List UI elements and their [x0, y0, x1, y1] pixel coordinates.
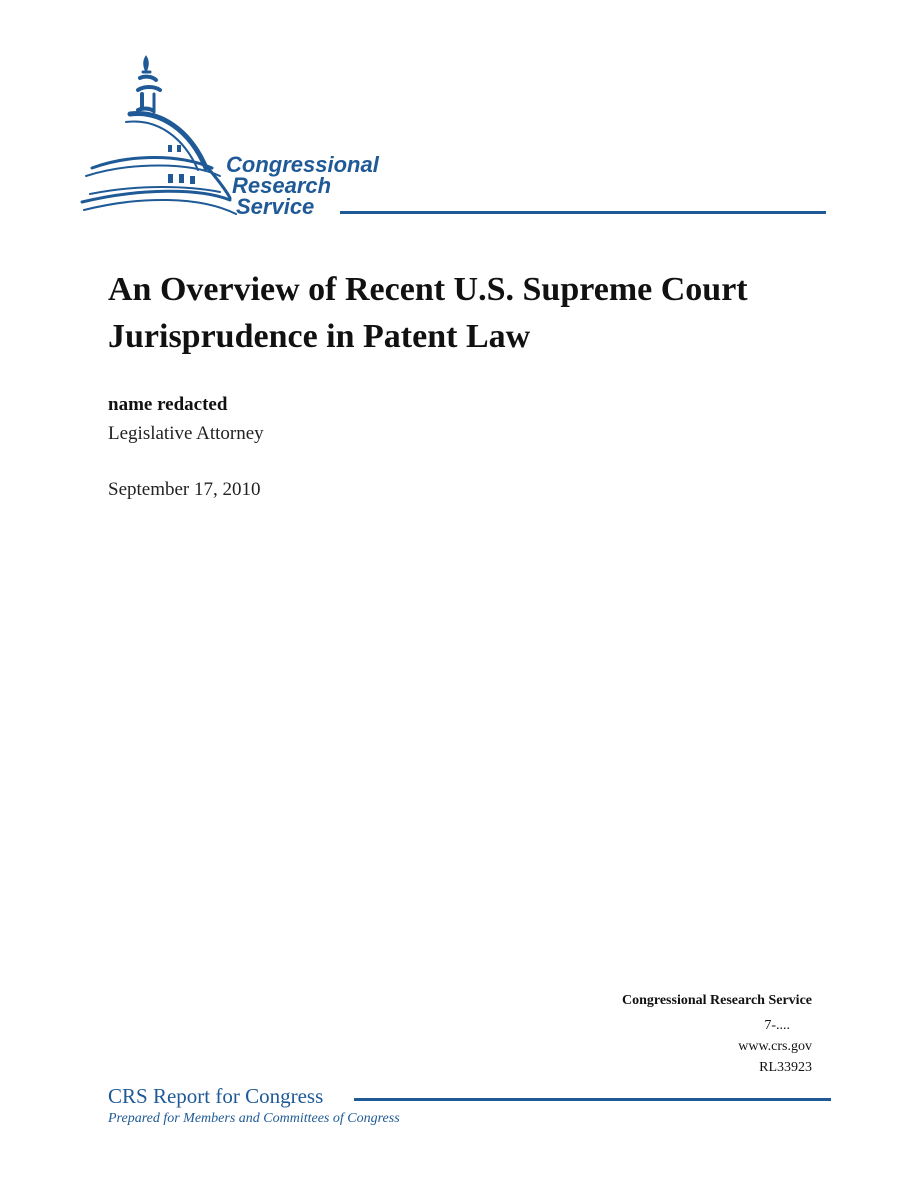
crs-wordmark: [226, 154, 379, 217]
footer-subtitle: Prepared for Members and Committees of Congress: [108, 1111, 400, 1126]
capitol-dome-logo-icon: [80, 50, 830, 230]
publisher-info: [622, 990, 812, 1078]
wordmark-line-3: Service: [236, 194, 315, 219]
footer-title: CRS Report for Congress: [108, 1084, 327, 1109]
publisher-code: 7-....: [764, 1018, 790, 1033]
header-rule: [340, 211, 826, 214]
wordmark-line-1: Congressional: [226, 152, 379, 177]
publisher-org: Congressional Research Service: [621, 993, 812, 1008]
report-title: An Overview of Recent U.S. Supreme Court Jurisprudence in Patent Law: [108, 271, 748, 355]
report-date: September 17, 2010: [108, 479, 261, 500]
report-number: RL33923: [759, 1060, 812, 1075]
wordmark-line-2: Research: [232, 173, 332, 198]
author-name: name redacted: [108, 394, 228, 415]
footer-rule: [354, 1098, 831, 1101]
publisher-website: www.crs.gov: [738, 1039, 812, 1054]
author-role: Legislative Attorney: [108, 423, 264, 444]
